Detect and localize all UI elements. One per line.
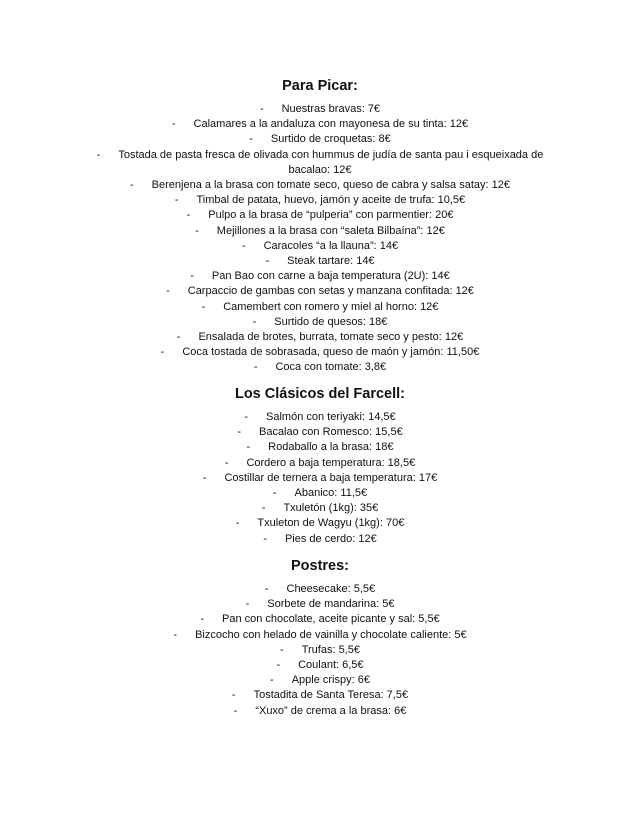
bullet-dash: - — [253, 361, 258, 374]
menu-item — [0, 269, 640, 284]
section-heading: Postres: — [290, 558, 350, 574]
bullet-dash: - — [241, 239, 246, 252]
menu-item — [0, 178, 640, 193]
bullet-dash: - — [233, 704, 238, 717]
bullet-dash: - — [245, 598, 250, 611]
menu-item-text: Mejillones a la brasa con “saleta Bilbaína”: 12€ — [216, 224, 445, 237]
menu-item-text: Surtido de quesos: 18€ — [274, 315, 388, 328]
bullet-dash: - — [96, 148, 101, 161]
menu-item-text: Costillar de ternera a baja temperatura: 17€ — [224, 471, 438, 484]
bullet-dash: - — [200, 613, 204, 626]
menu-item — [0, 132, 640, 147]
bullet-dash: - — [237, 426, 241, 439]
bullet-dash: - — [246, 441, 251, 454]
bullet-dash: - — [202, 471, 207, 484]
menu-item-text: Coca con tomate: 3,8€ — [275, 361, 387, 374]
menu-item-text: Ensalada de brotes, burrata, tomate seco y pesto: 12€ — [198, 331, 464, 344]
bullet-dash: - — [171, 118, 176, 131]
menu-item-text: Cheesecake: 5,5€ — [286, 583, 376, 595]
bullet-dash: - — [261, 502, 266, 515]
menu-item-text: Pan con chocolate, aceite picante y sal: 5,5€ — [221, 613, 440, 626]
menu-item — [0, 117, 640, 132]
menu-item — [0, 360, 640, 375]
section-heading: Para Picar: — [282, 78, 358, 94]
menu-item-text: Apple crispy: 6€ — [291, 674, 370, 687]
menu-item-text: Txuletón (1kg): 35€ — [283, 502, 379, 515]
bullet-dash: - — [265, 255, 270, 268]
menu-item — [0, 597, 640, 612]
menu-item — [0, 425, 640, 440]
menu-item — [0, 254, 640, 269]
bullet-dash: - — [270, 674, 274, 687]
menu-item-text: Trufas: 5,5€ — [301, 643, 360, 656]
item-list — [0, 582, 640, 719]
menu-item — [0, 345, 640, 360]
bullet-dash: - — [231, 689, 236, 702]
bullet-dash: - — [166, 285, 170, 298]
bullet-dash: - — [195, 224, 199, 237]
menu-item-text: Bizcocho con helado de vainilla y chocolate caliente: 5€ — [195, 628, 467, 641]
bullet-dash: - — [160, 346, 165, 359]
menu-item-text: Steak tartare: 14€ — [287, 255, 375, 268]
menu-item — [0, 516, 640, 531]
menu-item — [0, 315, 640, 330]
menu-item — [0, 239, 640, 254]
menu-item — [0, 501, 640, 516]
menu-item-text: Carpaccio de gambas con setas y manzana confitada: 12€ — [187, 285, 474, 298]
menu-item — [0, 193, 640, 208]
menu-item-text: Txuleton de Wagyu (1kg): 70€ — [257, 517, 405, 530]
section-postres — [0, 557, 640, 719]
menu-item-text: Tostada de pasta fresca de olivada con hummus de judía de santa pau i esqueixada de bacalao: 12€ — [118, 148, 544, 176]
menu-item-text: Coca tostada de sobrasada, queso de maón y jamón: 11,50€ — [182, 346, 480, 359]
menu-item — [0, 582, 640, 597]
menu-item — [0, 643, 640, 658]
menu-item — [0, 688, 640, 703]
menu-item — [0, 704, 640, 719]
bullet-dash: - — [174, 194, 179, 207]
menu-item-text: Cordero a baja temperatura: 18,5€ — [246, 456, 416, 469]
menu-item-text: Coulant: 6,5€ — [298, 659, 364, 672]
menu-item-text: Surtido de croquetas: 8€ — [270, 133, 391, 146]
bullet-dash: - — [263, 532, 267, 545]
menu-item — [0, 224, 640, 239]
menu-item — [0, 410, 640, 425]
bullet-dash: - — [201, 300, 206, 313]
bullet-dash: - — [249, 133, 253, 146]
bullet-dash: - — [280, 643, 284, 656]
menu-item-text: Bacalao con Romesco: 15,5€ — [258, 426, 403, 439]
section-para-picar — [0, 77, 640, 376]
menu-item-text: Rodaballo a la brasa: 18€ — [268, 441, 394, 454]
menu-item-text: Camembert con romero y miel al horno: 12€ — [223, 300, 439, 313]
menu-item-text: Timbal de patata, huevo, jamón y aceite de trufa: 10,5€ — [196, 194, 466, 207]
bullet-dash: - — [186, 209, 191, 222]
menu-item — [0, 300, 640, 315]
menu-item-text: Pies de cerdo: 12€ — [284, 532, 377, 545]
menu-item — [0, 284, 640, 299]
menu-item — [0, 658, 640, 673]
menu-item-text: Sorbete de mandarina: 5€ — [267, 598, 395, 611]
menu-item — [0, 440, 640, 455]
menu-item — [0, 486, 640, 501]
menu-item-text: Pan Bao con carne a baja temperatura (2U): 14€ — [211, 270, 450, 283]
section-clasicos — [0, 385, 640, 547]
menu-item — [0, 532, 640, 547]
menu-item — [0, 208, 640, 223]
bullet-dash: - — [259, 103, 264, 115]
bullet-dash: - — [252, 315, 257, 328]
menu-item — [0, 330, 640, 345]
bullet-dash: - — [272, 487, 277, 500]
menu-item-text: Tostadita de Santa Teresa: 7,5€ — [253, 689, 409, 702]
menu-item-text: Nuestras bravas: 7€ — [281, 103, 381, 115]
menu-item-text: Berenjena a la brasa con tomate seco, queso de cabra y salsa satay: 12€ — [151, 179, 510, 192]
bullet-dash: - — [264, 583, 269, 595]
bullet-dash: - — [173, 628, 178, 641]
menu-item-text: Abanico: 11,5€ — [294, 487, 368, 500]
bullet-dash: - — [276, 659, 281, 672]
menu-item — [0, 456, 640, 471]
menu-item — [0, 612, 640, 627]
bullet-dash: - — [235, 517, 240, 530]
bullet-dash: - — [244, 411, 249, 423]
menu-item-text: Caracoles “a la llauna”: 14€ — [263, 239, 399, 252]
bullet-dash: - — [176, 331, 181, 344]
menu-item — [0, 673, 640, 688]
menu-item-text: Pulpo a la brasa de “pulperia” con parmentier: 20€ — [208, 209, 454, 222]
menu-item-text: Salmón con teriyaki: 14,5€ — [266, 411, 396, 423]
section-heading: Los Clásicos del Farcell: — [234, 386, 406, 402]
menu-item — [0, 471, 640, 486]
item-list — [0, 102, 640, 376]
menu-item — [0, 102, 640, 117]
menu-item-text: “Xuxo” de crema a la brasa: 6€ — [255, 704, 407, 717]
menu-item-text: Calamares a la andaluza con mayonesa de su tinta: 12€ — [193, 118, 469, 131]
bullet-dash: - — [224, 456, 229, 469]
menu-item — [94, 148, 546, 178]
bullet-dash: - — [190, 270, 194, 283]
menu-item — [0, 628, 640, 643]
bullet-dash: - — [129, 179, 134, 192]
item-list — [0, 410, 640, 547]
